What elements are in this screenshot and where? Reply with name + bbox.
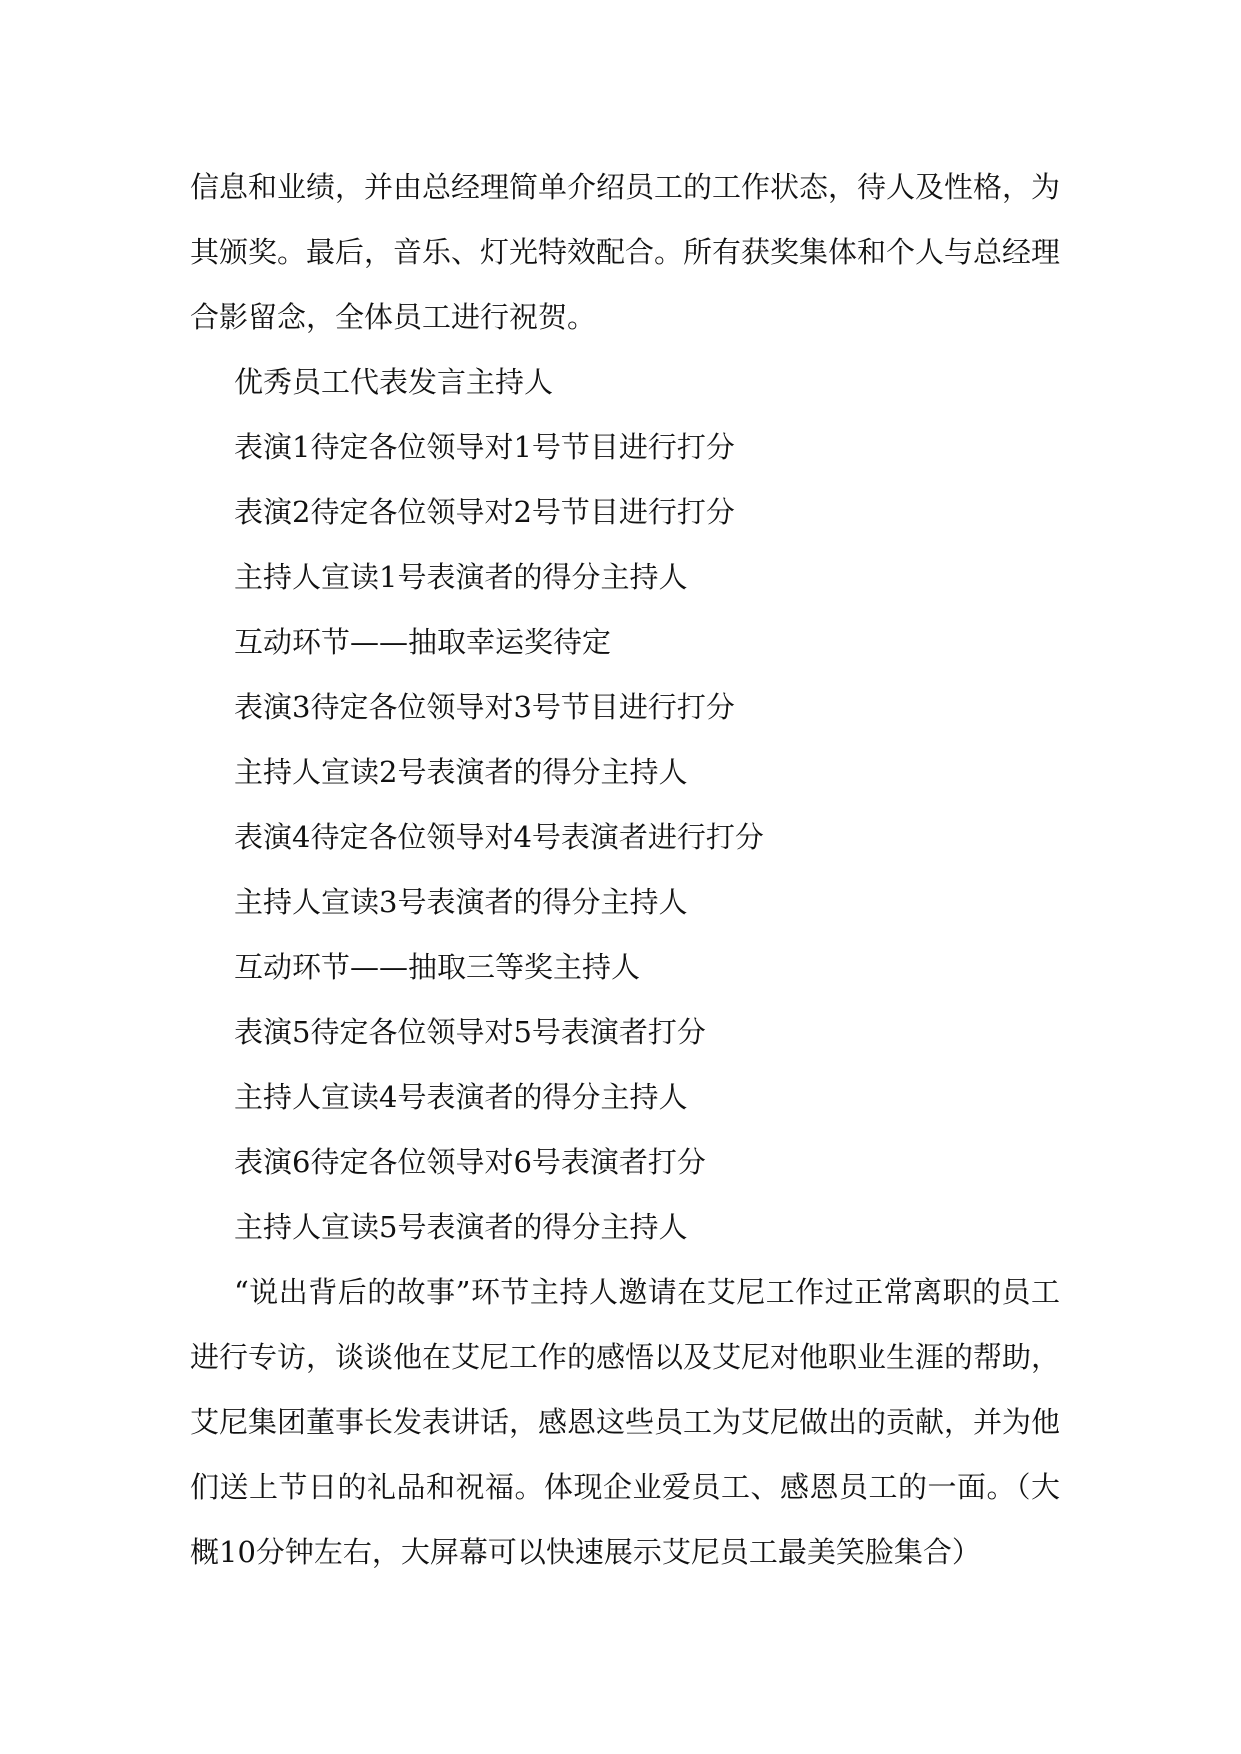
paragraph-agenda-item: 表演6待定各位领导对6号表演者打分 xyxy=(234,1145,706,1179)
paragraph-agenda-item: 主持人宣读1号表演者的得分主持人 xyxy=(234,560,688,594)
paragraph-agenda-item: 主持人宣读4号表演者的得分主持人 xyxy=(234,1080,688,1114)
paragraph-story-segment: “说出背后的故事”环节主持人邀请在艾尼工作过正常离职的员工进行专访，谈谈他在艾尼工作的感悟以及艾尼对他职业生涯的帮助，艾尼集团董事长发表讲话，感恩这些员工为艾尼做出的贡献，并为他们送上节日的礼品和祝福。体现企业爱员工、感恩员工的一面。（大概10分钟左右，大屏幕可以快速展示艾尼员工最美笑脸集合） xyxy=(190,1275,1061,1569)
paragraph-agenda-item: 表演5待定各位领导对5号表演者打分 xyxy=(234,1015,706,1049)
paragraph-agenda-item: 优秀员工代表发言主持人 xyxy=(234,365,554,399)
paragraph-award-ceremony: 信息和业绩，并由总经理简单介绍员工的工作状态，待人及性格，为其颁奖。最后，音乐、灯光特效配合。所有获奖集体和个人与总经理合影留念，全体员工进行祝贺。 xyxy=(190,170,1061,334)
paragraph-agenda-item: 主持人宣读5号表演者的得分主持人 xyxy=(234,1210,688,1244)
paragraph-agenda-item: 互动环节——抽取三等奖主持人 xyxy=(234,950,641,984)
document-body xyxy=(190,155,1060,1585)
paragraph-agenda-item: 表演4待定各位领导对4号表演者进行打分 xyxy=(234,820,764,854)
paragraph-agenda-item: 表演1待定各位领导对1号节目进行打分 xyxy=(234,430,735,464)
paragraph-agenda-item: 主持人宣读2号表演者的得分主持人 xyxy=(234,755,688,789)
paragraph-agenda-item: 表演2待定各位领导对2号节目进行打分 xyxy=(234,495,735,529)
paragraph-agenda-item: 表演3待定各位领导对3号节目进行打分 xyxy=(234,690,735,724)
paragraph-agenda-item: 互动环节——抽取幸运奖待定 xyxy=(234,625,612,659)
paragraph-agenda-item: 主持人宣读3号表演者的得分主持人 xyxy=(234,885,688,919)
